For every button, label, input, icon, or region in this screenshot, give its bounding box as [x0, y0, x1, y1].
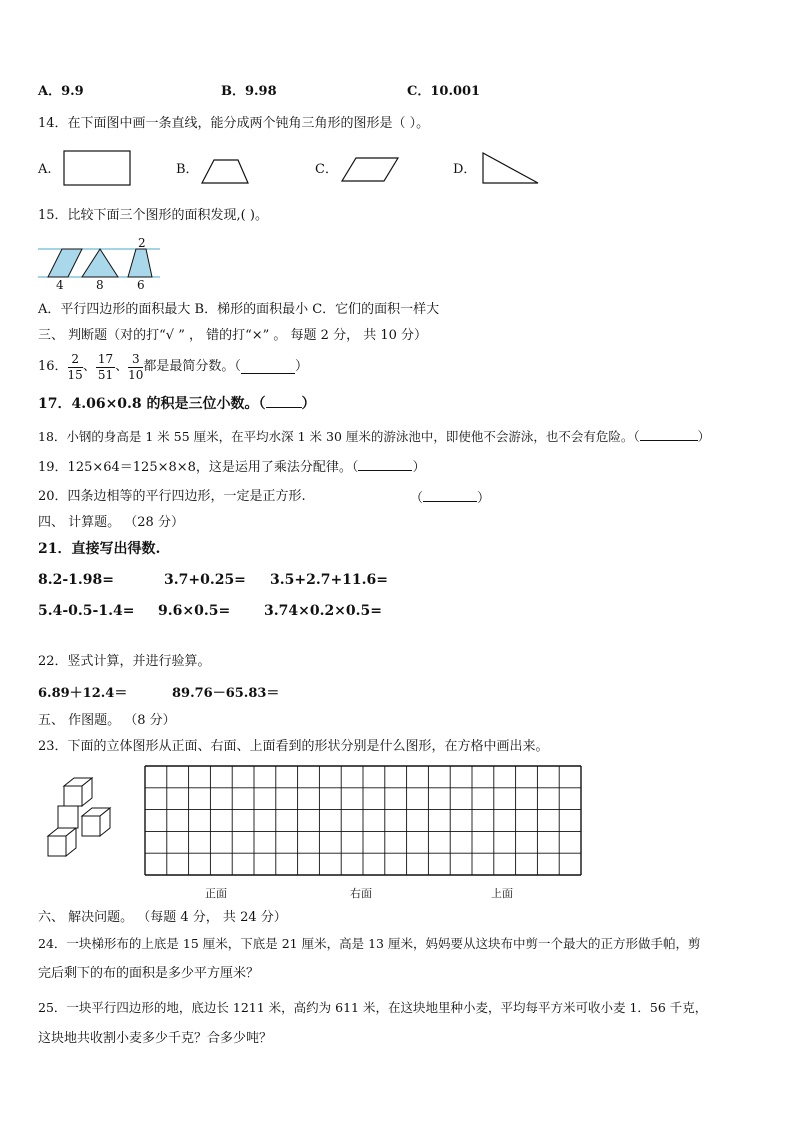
section-6-heading: 六、 解决问题。 （每题 4 分， 共 24 分）: [38, 910, 287, 925]
calc-item: 89.76－65.83＝: [172, 686, 280, 701]
separator: 、: [82, 359, 96, 374]
label-8: 8: [96, 278, 104, 292]
q15-stem: 15．比较下面三个图形的面积发现,( )。: [38, 208, 268, 223]
grid-label-top: 上面: [491, 887, 513, 900]
q14-label-c: C．: [315, 162, 338, 177]
q16-number: 16．: [38, 359, 68, 374]
q17-text: 17．4.06×0.8 的积是三位小数。（: [38, 396, 266, 412]
section-5-heading: 五、 作图题。 （8 分）: [38, 713, 176, 728]
q19: 19．125×64＝125×8×8，这是运用了乘法分配律。（ ）: [38, 460, 426, 475]
grid-label-right: 右面: [350, 887, 372, 900]
q24-line1: 24．一块梯形布的上底是 15 厘米，下底是 21 厘米，高是 13 厘米，妈妈要从这块布中剪一个最大的正方形做手帕，剪: [38, 936, 701, 951]
q18-text: 18．小钢的身高是 1 米 55 厘米，在平均水深 1 米 30 厘米的游泳池中，即使他不会游泳，也不会有危险。（: [38, 429, 640, 444]
q14-label-b: B．: [176, 162, 199, 177]
separator: 、: [115, 359, 129, 374]
option-c-text: C．10.001: [407, 84, 481, 99]
calc-item: 5.4-0.5-1.4=: [38, 603, 135, 619]
grid-label-front: 正面: [205, 887, 227, 900]
q17: 17．4.06×0.8 的积是三位小数。（ ）: [38, 396, 316, 412]
q16: 16． $\frac{2}{15}$ 、 $\frac{17}{51}$ 、 $\frac{3}{10}$ 都是最简分数。（ ）: [38, 351, 308, 382]
q25-line1: 25．一块平行四边形的地，底边长 1211 米，高约为 611 米，在这块地里种小麦，平均每平方米可收小麦 1．56 千克，: [38, 1000, 708, 1015]
calc-item: 8.2-1.98=: [38, 572, 114, 588]
calc-item: 3.74×0.2×0.5=: [264, 603, 383, 619]
q14-label-d: D．: [453, 162, 477, 177]
q20-text: 20．四条边相等的平行四边形，一定是正方形.: [38, 489, 306, 504]
fraction: $\frac{17}{51}$: [97, 351, 114, 382]
q23-stem: 23．下面的立体图形从正面、右面、上面看到的形状分别是什么图形，在方格中画出来。: [38, 739, 549, 754]
label-4: 4: [56, 278, 64, 292]
q24-line2: 完后剩下的布的面积是多少平方厘米？: [38, 966, 260, 981]
q21-stem: 21．直接写出得数.: [38, 541, 161, 557]
calc-item: 9.6×0.5=: [158, 603, 231, 619]
q22-stem: 22．竖式计算，并进行验算。: [38, 654, 211, 669]
q19-text: 19．125×64＝125×8×8，这是运用了乘法分配律。（: [38, 460, 359, 475]
calc-item: 3.5+2.7+11.6=: [270, 572, 389, 588]
option-b-text: B．9.98: [221, 84, 277, 99]
fraction: $\frac{3}{10}$: [128, 351, 144, 382]
q14-stem: 14．在下面图中画一条直线，能分成两个钝角三角形的图形是（ ）。: [38, 116, 430, 131]
q20-blank: （ ）: [410, 491, 491, 506]
calc-item: 6.89＋12.4＝: [38, 686, 128, 701]
fraction: $\frac{2}{15}$: [67, 351, 83, 382]
q15-options: A．平行四边形的面积最大 B．梯形的面积最小 C．它们的面积一样大: [38, 302, 440, 317]
section-3-heading: 三、 判断题（对的打“√ ” ， 错的打“×” 。 每题 2 分， 共 10 分）: [38, 328, 428, 343]
label-2: 2: [138, 236, 146, 250]
label-6: 6: [137, 278, 145, 292]
option-a-text: A．9.9: [38, 84, 84, 99]
section-4-heading: 四、 计算题。 （28 分）: [38, 515, 184, 530]
calc-item: 3.7+0.25=: [164, 572, 246, 588]
q18: 18．小钢的身高是 1 米 55 厘米，在平均水深 1 米 30 厘米的游泳池中，即使他不会游泳，也不会有危险。（ ）: [38, 429, 711, 444]
q14-label-a: A.: [38, 162, 52, 177]
q25-line2: 这块地共收割小麦多少千克？合多少吨？: [38, 1031, 273, 1046]
q16-text: 都是最简分数。（: [143, 359, 241, 374]
